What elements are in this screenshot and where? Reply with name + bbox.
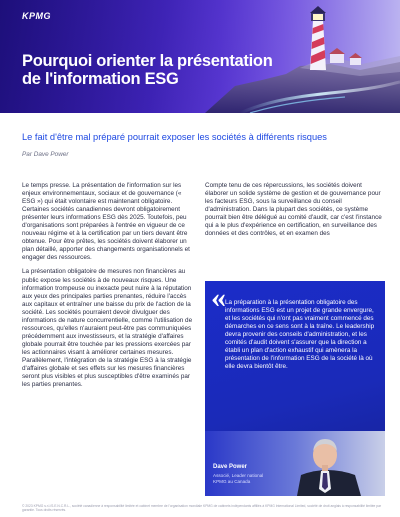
- article-subtitle: Le fait d'être mal préparé pourrait exposer les sociétés à différents risques: [22, 132, 327, 142]
- quote-mark-icon: «: [211, 281, 226, 314]
- paragraph: La présentation obligatoire de mesures non financières au public expose les sociétés à de nouveaux risques. Une information trompeuse ou inexacte peut nuire à la réputation aux yeux des principales parties prenantes, réduire l'accès aux capitaux et entraîner une baisse du prix de l'action de la société. Les sociétés pourraient devoir divulguer des informations de nature concurrentielle, comme l'utilisation de ressources, qu'elles n'auraient peut-être pas communiquées précédemment aux investisseurs, et la stratégie d'affaires globale pourrait être touchée par les pressions exercées par les actionnaires visant à améliorer certaines mesures. Parallèlement, l'intégration de la stratégie ESG à la stratégie d'affaires globale et ses effets sur les mesures financières seront plus visibles et plus susceptibles d'être examinés par les parties prenantes.: [22, 268, 193, 389]
- hero-banner: [0, 0, 400, 113]
- paragraph: Le temps presse. La présentation de l'information sur les enjeux environnementaux, sociaux et de gouvernance (« ESG ») qui était volontaire est maintenant obligatoire. Certaines sociétés canadiennes devront obligatoirement présenter leurs informations ESG dès 2025. Toutefois, peu d'organisations sont préparées à l'entrée en vigueur de ce nouveau régime et à la certification par un tiers devant être obtenue. Pour être prêtes, les sociétés doivent élaborer un plan détaillé, apporter des changements organisationnels et engager des ressources.: [22, 182, 190, 262]
- right-column: [205, 182, 383, 244]
- pull-quote-box: [205, 281, 385, 496]
- portrait-role: Associé, Leader national: [213, 473, 264, 478]
- article-author: Par Dave Power: [22, 151, 69, 158]
- kpmg-logo: KPMG: [22, 11, 51, 21]
- paragraph: Compte tenu de ces répercussions, les sociétés doivent élaborer un solide système de gestion et de gouvernance pour les facteurs ESG, sous la surveillance du conseil d'administration. Dans la plupart des sociétés, ce système pourrait bien être délégué au comité d'audit, car c'est l'instance qui a le plus d'expérience en certification, en surveillance des données et des contrôles, et en examen des: [205, 182, 382, 238]
- portrait-name: Dave Power: [213, 464, 248, 470]
- legal-footer: © 2023 KPMG s.r.l./S.E.N.C.R.L., société canadienne à responsabilité limitée et cabinet membre de l'organisation mondiale KPMG de cabinets indépendants affiliés à KPMG International Limited, société de droit anglais à responsabilité limitée par garantie. Tous droits réservés.: [22, 504, 382, 512]
- left-column: [22, 182, 194, 395]
- portrait-org: KPMG au Canada: [213, 479, 251, 484]
- page-title: Pourquoi orienter la présentation de l'information ESG: [22, 52, 273, 88]
- quote-text: La préparation à la présentation obligatoire des informations ESG est un projet de grande envergure, et les sociétés qui n'ont pas vraiment commencé des démarches en ce sens sont à la traîne. Le leadership devra provenir des conseils d'administration, et les comités d'audit doivent s'assurer que la direction a établi un plan d'action exhaustif qui amènera la présentation de l'information ESG de la société là où elle devra bientôt être.: [225, 299, 375, 371]
- lighthouse-icon: [310, 6, 326, 70]
